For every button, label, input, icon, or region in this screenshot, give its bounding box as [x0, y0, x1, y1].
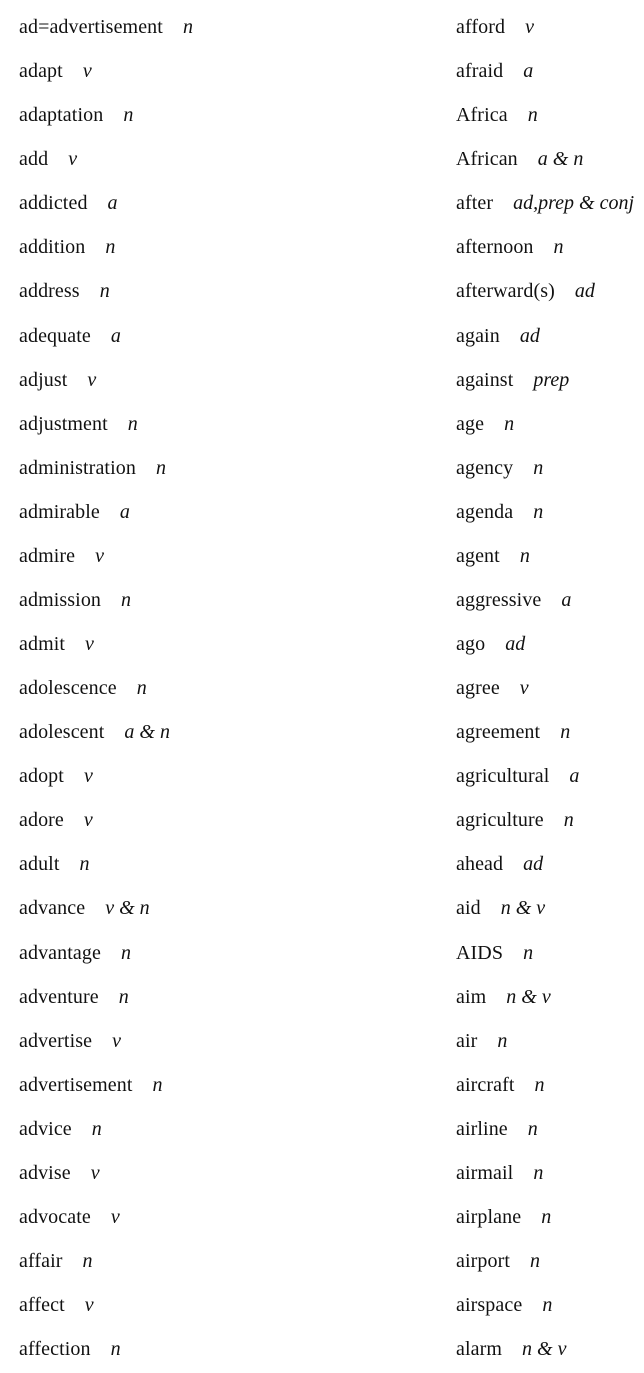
word-entry — [456, 453, 543, 483]
part-of-speech: n — [553, 236, 564, 259]
word-entry — [456, 1334, 566, 1364]
part-of-speech: n — [527, 1117, 538, 1140]
word-text: admission — [19, 588, 102, 611]
word-entry — [456, 938, 533, 968]
part-of-speech: v — [90, 1161, 100, 1184]
word-entry — [456, 1246, 540, 1276]
part-of-speech: v — [82, 60, 92, 83]
word-entry — [19, 497, 130, 527]
word-entry — [456, 761, 579, 791]
part-of-speech: a & n — [537, 148, 584, 171]
word-text: alarm — [456, 1338, 503, 1361]
word-entry — [456, 541, 530, 571]
word-text: advise — [19, 1161, 71, 1184]
word-text: again — [456, 324, 500, 347]
word-text: ahead — [456, 853, 504, 876]
word-entry — [19, 453, 166, 483]
part-of-speech: n — [533, 1161, 544, 1184]
word-text: afford — [456, 16, 506, 38]
word-text: adolescence — [19, 677, 117, 699]
word-text: age — [456, 412, 485, 435]
word-text: aggressive — [456, 588, 542, 611]
part-of-speech: n — [497, 1029, 508, 1052]
word-entry — [19, 1290, 94, 1320]
word-entry — [456, 717, 570, 747]
word-entry — [19, 12, 193, 42]
word-entry — [456, 56, 533, 86]
part-of-speech: a — [119, 500, 130, 523]
part-of-speech: n — [523, 941, 534, 964]
word-text: advantage — [19, 941, 101, 964]
part-of-speech: n & v — [522, 1338, 567, 1361]
part-of-speech: n — [530, 1250, 541, 1272]
word-text: Africa — [456, 104, 508, 127]
word-text: affect — [19, 1294, 65, 1316]
part-of-speech: n — [533, 500, 544, 523]
word-entry — [456, 276, 595, 306]
word-entry — [19, 541, 104, 571]
word-text: AIDS — [456, 941, 504, 964]
part-of-speech: n — [91, 1117, 102, 1140]
part-of-speech: n — [542, 1294, 553, 1316]
word-text: adapt — [19, 60, 63, 83]
word-text: admire — [19, 544, 76, 567]
word-text: airspace — [456, 1294, 523, 1316]
word-entry — [19, 629, 94, 659]
part-of-speech: v — [112, 1029, 121, 1052]
word-text: airport — [456, 1250, 511, 1272]
part-of-speech: n — [105, 236, 116, 259]
word-entry — [19, 56, 92, 86]
word-entry — [456, 365, 569, 395]
part-of-speech: a & n — [124, 721, 170, 744]
word-text: after — [456, 192, 494, 215]
part-of-speech: ad — [505, 633, 526, 655]
word-entry — [19, 321, 121, 351]
word-text: advocate — [19, 1205, 91, 1228]
part-of-speech: v — [84, 1294, 94, 1316]
word-entry — [19, 1158, 100, 1188]
word-text: against — [456, 368, 514, 391]
word-text: adult — [19, 853, 60, 876]
word-text: agenda — [456, 500, 514, 523]
part-of-speech: n — [182, 16, 193, 38]
part-of-speech: n — [527, 104, 538, 127]
word-text: agreement — [456, 721, 541, 744]
word-text: adore — [19, 809, 64, 832]
part-of-speech: n — [136, 677, 147, 699]
word-entry — [456, 1290, 552, 1320]
part-of-speech: v — [83, 809, 93, 832]
word-text: administration — [19, 456, 136, 479]
word-text: agriculture — [456, 809, 544, 832]
part-of-speech: n — [152, 1073, 163, 1096]
part-of-speech: a — [561, 588, 572, 611]
part-of-speech: v & n — [105, 897, 150, 920]
word-text: agree — [456, 677, 500, 699]
word-text: adequate — [19, 324, 91, 347]
part-of-speech: n — [541, 1205, 552, 1228]
part-of-speech: n & v — [506, 985, 551, 1008]
word-entry — [19, 673, 147, 703]
word-entry — [19, 276, 110, 306]
part-of-speech: a — [569, 765, 580, 788]
word-entry — [456, 1202, 551, 1232]
word-entry — [456, 144, 583, 174]
word-entry — [19, 761, 93, 791]
part-of-speech: ad,prep & conj — [513, 192, 635, 215]
part-of-speech: n — [504, 412, 515, 435]
word-entry — [19, 1334, 121, 1364]
word-entry — [19, 1246, 93, 1276]
word-entry — [19, 982, 129, 1012]
part-of-speech: v — [95, 544, 105, 567]
part-of-speech: n — [560, 721, 571, 744]
word-entry — [19, 1070, 162, 1100]
part-of-speech: n — [121, 588, 132, 611]
part-of-speech: n — [534, 1073, 545, 1096]
word-entry — [456, 673, 529, 703]
word-entry — [19, 805, 93, 835]
word-text: afraid — [456, 60, 504, 83]
part-of-speech: n — [563, 809, 574, 832]
part-of-speech: v — [525, 16, 534, 38]
word-text: aid — [456, 897, 481, 920]
word-entry — [19, 188, 118, 218]
word-text: advance — [19, 897, 86, 920]
word-entry — [456, 585, 571, 615]
part-of-speech: ad — [523, 853, 544, 876]
word-entry — [456, 629, 525, 659]
word-entry — [19, 144, 77, 174]
word-text: adolescent — [19, 721, 105, 744]
word-text: adjustment — [19, 412, 108, 435]
word-text: affection — [19, 1338, 91, 1361]
word-text: adjust — [19, 368, 68, 391]
word-text: air — [456, 1029, 478, 1052]
word-entry — [19, 585, 131, 615]
word-text: afterward(s) — [456, 280, 555, 303]
word-text: aircraft — [456, 1073, 515, 1096]
part-of-speech: n — [533, 456, 544, 479]
part-of-speech: ad — [574, 280, 595, 303]
word-entry — [456, 232, 564, 262]
word-text: add — [19, 148, 49, 171]
word-text: ad=advertisement — [19, 16, 163, 38]
word-entry — [456, 188, 634, 218]
word-entry — [456, 893, 545, 923]
word-entry — [19, 717, 170, 747]
word-entry — [19, 232, 115, 262]
word-text: adopt — [19, 765, 64, 788]
part-of-speech: n — [79, 853, 90, 876]
part-of-speech: ad — [519, 324, 540, 347]
part-of-speech: n — [155, 456, 166, 479]
word-text: adaptation — [19, 104, 104, 127]
part-of-speech: n — [99, 280, 110, 303]
word-entry — [456, 1070, 545, 1100]
word-text: affair — [19, 1250, 63, 1272]
part-of-speech: v — [85, 633, 94, 655]
word-entry — [456, 409, 514, 439]
word-entry — [19, 409, 138, 439]
word-entry — [19, 893, 150, 923]
word-text: airmail — [456, 1161, 514, 1184]
word-text: addition — [19, 236, 86, 259]
word-text: afternoon — [456, 236, 534, 259]
part-of-speech: v — [519, 677, 529, 699]
part-of-speech: n — [519, 544, 530, 567]
word-entry — [456, 497, 543, 527]
word-text: advertisement — [19, 1073, 133, 1096]
part-of-speech: v — [68, 148, 78, 171]
word-text: agency — [456, 456, 514, 479]
part-of-speech: n — [110, 1338, 121, 1361]
part-of-speech: n — [123, 104, 134, 127]
part-of-speech: n & v — [500, 897, 546, 920]
word-entry — [456, 805, 574, 835]
word-text: advertise — [19, 1029, 93, 1052]
word-entry — [456, 982, 551, 1012]
word-entry — [456, 849, 543, 879]
part-of-speech: v — [87, 368, 97, 391]
part-of-speech: v — [110, 1205, 120, 1228]
word-text: African — [456, 148, 518, 171]
part-of-speech: n — [82, 1250, 93, 1272]
word-entry — [456, 321, 540, 351]
part-of-speech: n — [127, 412, 138, 435]
word-text: agent — [456, 544, 500, 567]
word-entry — [19, 849, 90, 879]
word-entry — [19, 365, 96, 395]
word-entry — [19, 100, 133, 130]
part-of-speech: n — [120, 941, 131, 964]
word-text: airplane — [456, 1205, 522, 1228]
word-entry — [456, 1026, 507, 1056]
word-entry — [456, 1114, 538, 1144]
part-of-speech: prep — [533, 368, 570, 391]
word-entry — [19, 1026, 121, 1056]
part-of-speech: a — [523, 60, 534, 83]
word-text: aim — [456, 985, 487, 1008]
word-entry — [456, 100, 538, 130]
part-of-speech: v — [83, 765, 93, 788]
word-text: addicted — [19, 192, 88, 215]
word-entry — [456, 12, 534, 42]
part-of-speech: a — [107, 192, 118, 215]
part-of-speech: n — [118, 985, 129, 1008]
word-entry — [19, 1114, 102, 1144]
word-entry — [19, 938, 131, 968]
part-of-speech: a — [110, 324, 121, 347]
word-text: adventure — [19, 985, 99, 1008]
word-text: admit — [19, 633, 66, 655]
word-text: ago — [456, 633, 486, 655]
word-entry — [19, 1202, 120, 1232]
word-text: admirable — [19, 500, 100, 523]
word-text: address — [19, 280, 80, 303]
word-entry — [456, 1158, 543, 1188]
word-text: agricultural — [456, 765, 550, 788]
word-text: airline — [456, 1117, 508, 1140]
word-text: advice — [19, 1117, 72, 1140]
